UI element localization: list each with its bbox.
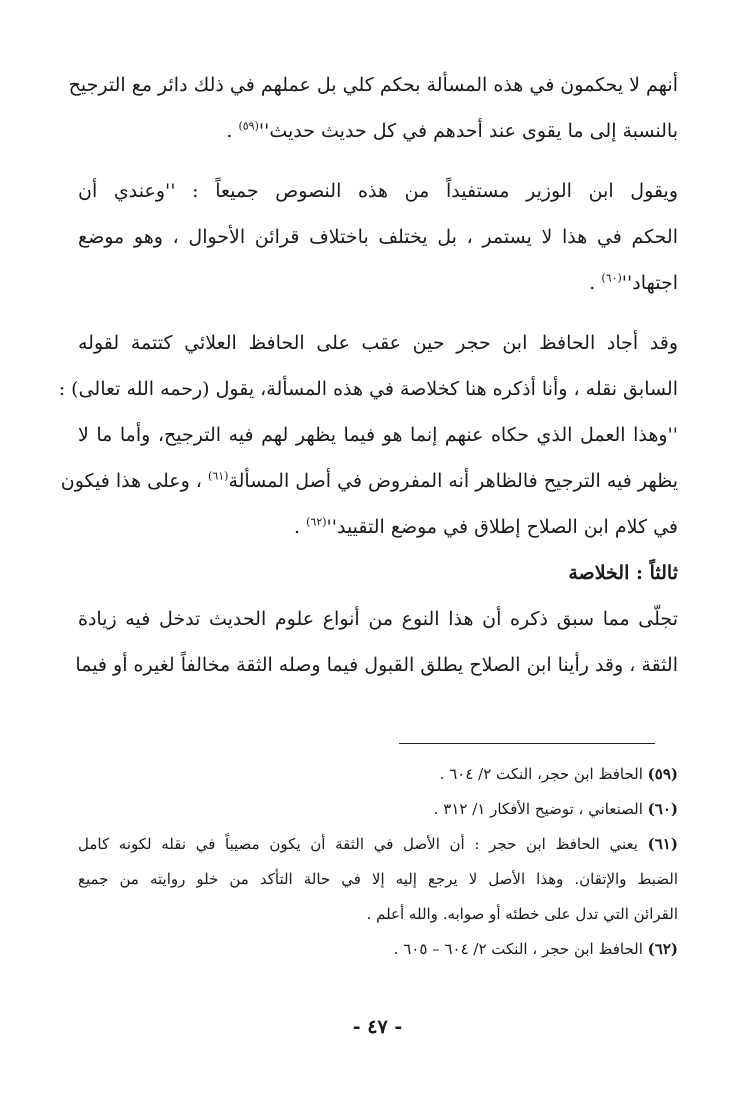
text-line [78, 504, 678, 550]
text-line [58, 366, 678, 412]
text-span: . [294, 516, 301, 538]
footnote-text: الحافظ ابن حجر ، النكت ٢/ ٦٠٤ – ٦٠٥ . [393, 940, 643, 958]
text-span: أنهم لا يحكمون في هذه المسألة بحكم كلي بل عملهم في ذلك دائر مع الترجيح [68, 74, 678, 96]
text-line [78, 320, 678, 366]
footnote-ref: (٦١) [208, 469, 229, 483]
footnote-number: (٦١) [647, 835, 678, 853]
text-line [60, 458, 678, 504]
text-span: يظهر فيه الترجيح فالظاهر أنه المفروض في أصل المسألة [228, 470, 678, 492]
page-number: - ٤٧ - [352, 1016, 403, 1038]
footnote-ref: (٥٩) [238, 119, 259, 133]
footnote-text: القرائن التي تدل على خطئه أو صوابه. والله أعلم . [366, 905, 678, 923]
text-line [75, 642, 678, 688]
text-line [78, 108, 678, 154]
text-span: . [589, 272, 596, 294]
footnotes [78, 757, 678, 967]
text-line [78, 168, 678, 214]
text-span: ، وعلى هذا فيكون [60, 470, 202, 492]
text-span: . [226, 120, 233, 142]
footnote-number: (٦٢) [647, 940, 678, 958]
text-span: ويقول ابن الوزير مستفيداً من هذه النصوص جميعاً : ''وعندي أن [78, 180, 678, 202]
footnote-60 [78, 792, 678, 827]
text-span: السابق نقله ، وأنا أذكره هنا كخلاصة في هذه المسألة، يقول (رحمه الله تعالى) : [58, 378, 678, 400]
text-line [78, 596, 678, 642]
footnote-61-continued [78, 862, 678, 897]
footnote-61-continued [78, 897, 678, 932]
text-span: الحكم في هذا لا يستمر ، بل يختلف باختلاف قرائن الأحوال ، وهو موضع [78, 226, 678, 248]
footnote-61 [78, 827, 678, 862]
footnote-62 [78, 932, 678, 967]
footnote-ref: (٦٢) [306, 515, 327, 529]
text-span: تجلّى مما سبق ذكره أن هذا النوع من أنواع علوم الحديث تدخل فيه زيادة [78, 608, 678, 630]
footnote-text: الحافظ ابن حجر، النكت ٢/ ٦٠٤ . [439, 765, 643, 783]
text-span: ''وهذا العمل الذي حكاه عنهم إنما هو فيما يظهر لهم فيه الترجيح، وأما ما لا [78, 424, 678, 446]
footnote-number: (٦٠) [647, 800, 678, 818]
text-span: في كلام ابن الصلاح إطلاق في موضع التقييد'' [326, 516, 678, 538]
text-line [78, 214, 678, 260]
text-line [68, 62, 678, 108]
footnote-number: (٥٩) [647, 765, 678, 783]
text-line [78, 260, 678, 306]
footnote-divider [399, 743, 655, 744]
footnote-text: يعني الحافظ ابن حجر : أن الأصل في الثقة أن يكون مصيباً في نقله لكونه كامل [78, 835, 638, 853]
text-span: اجتهاد'' [621, 272, 678, 294]
main-text [58, 62, 678, 688]
footnote-59 [78, 757, 678, 792]
text-span: وقد أجاد الحافظ ابن حجر حين عقب على الحافظ العلائي كتتمة لقوله [78, 332, 678, 354]
text-span: الثقة ، وقد رأينا ابن الصلاح يطلق القبول فيما وصله الثقة مخالفاً لغيره أو فيما [75, 654, 678, 676]
text-line [78, 412, 678, 458]
footnote-text: الضبط والإتقان. وهذا الأصل لا يرجع إليه إلا في حالة التأكد من خلو روايته من جميع [78, 870, 678, 888]
section-heading: ثالثاً : الخلاصة [568, 562, 678, 584]
footnote-ref: (٦٠) [601, 271, 622, 285]
footnote-text: الصنعاني ، توضيح الأفكار ١/ ٣١٢ . [433, 800, 643, 818]
text-span: بالنسبة إلى ما يقوى عند أحدهم في كل حديث حديث'' [258, 120, 678, 142]
